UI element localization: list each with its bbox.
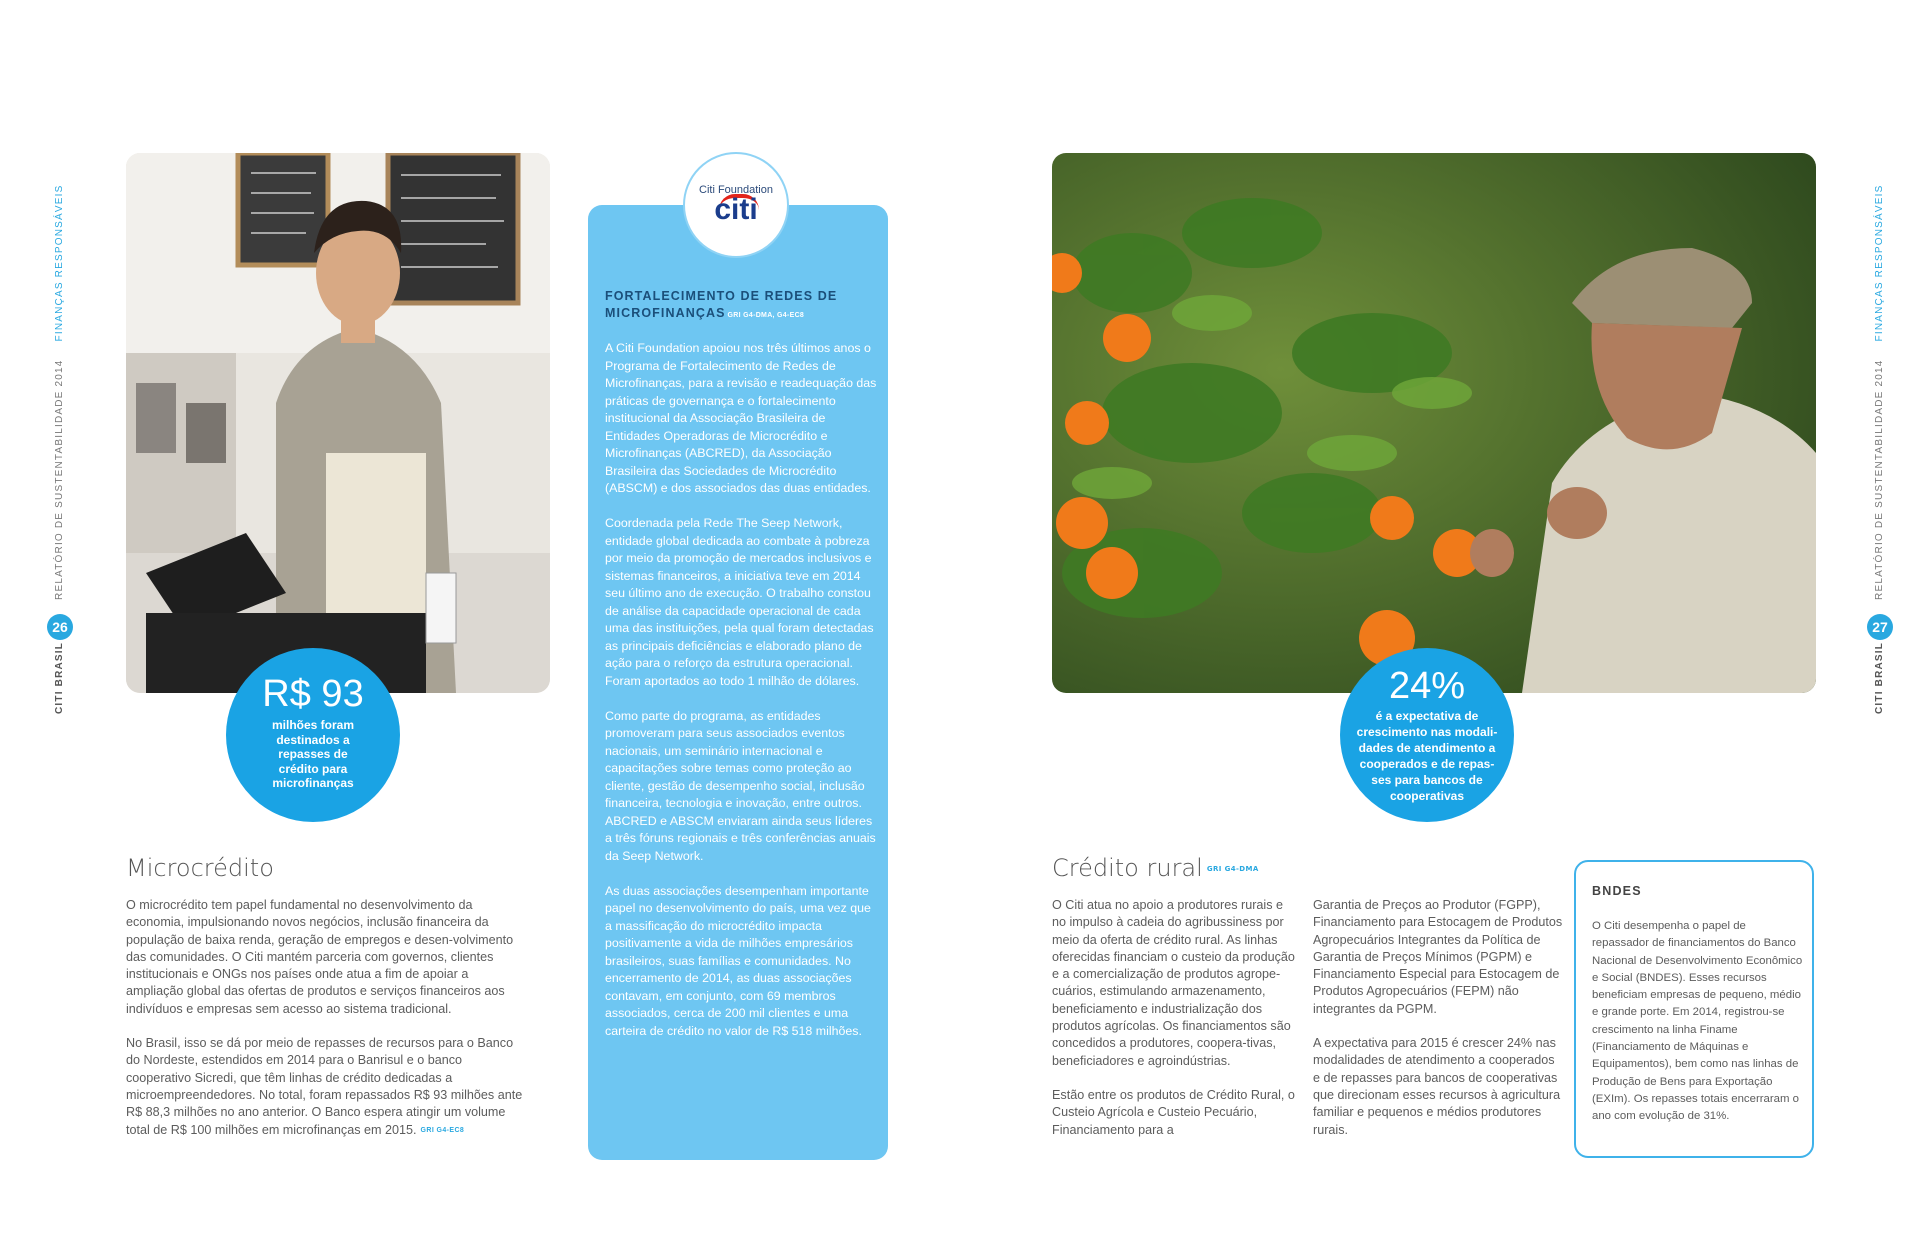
gri-tag: GRI G4-DMA xyxy=(1206,865,1259,873)
paragraph: As duas associações desempenham importante papel no desenvolvimento do país, uma vez que a massificação do microcrédito impacta positivamente a vida de milhões empresários brasileiros, suas famílias e comunidades. No encerramento de 2014, as duas associações contavam, em conjunto, com 69 membros associados, cerca de 200 mil clientes e uma carteira de crédito no valor de R$ 518 milhões. xyxy=(605,883,871,1038)
gri-tag: GRI G4-EC8 xyxy=(420,1126,465,1134)
paragraph: Garantia de Preços ao Produtor (FGPP), Financiamento para Estocagem de Produtos Agropecuários Integrantes da Política de Garantia de Preços Mínimos (PGPM) e Financiamento Especial para Estocagem de Produtos Agropecuários (FEPM) não integrantes da PGPM. xyxy=(1313,898,1563,1016)
box-title-text: FORTALECIMENTO DE REDES DE MICROFINANÇAS xyxy=(605,289,838,320)
stat-caption: milhões foram destinados a repasses de crédito para microfinanças xyxy=(271,718,355,790)
section-heading-credito-rural xyxy=(1052,854,1259,882)
logo-citi-word: citi xyxy=(714,193,758,226)
paragraph: Como parte do programa, as entidades promoveram para seus associados eventos nacionais, um seminário internacional e capacitações sobre temas como proteção ao cliente, gestão de desempenho social, inclusão financeira, tecnologia e inovação, entre outros. ABCRED e ABSCM enviaram ainda seus líderes a três fóruns regionais e três conferências anuais da Seep Network. xyxy=(605,708,876,863)
paragraph: Estão entre os produtos de Crédito Rural, o Custeio Agrícola e Custeio Pecuário, Financiamento para a xyxy=(1052,1087,1295,1137)
orange-farmer-photo xyxy=(1052,153,1816,693)
paragraph: A expectativa para 2015 é crescer 24% nas modalidades de atendimento a cooperados e de repasses para bancos de cooperativas que direcionam esses recursos à agricultura familiar e pequenos e médios produtores rurais. xyxy=(1313,1036,1561,1137)
stat-caption: é a expectativa de crescimento nas modali-dades de atendimento a cooperados e de repas-ses para bancos de cooperativas xyxy=(1356,709,1498,803)
running-head-brand: CITI BRASIL xyxy=(1874,641,1885,714)
stat-circle-growth xyxy=(1340,648,1514,822)
logo-foundation-text: Citi Foundation xyxy=(699,184,773,196)
gri-tag: GRI G4-DMA, G4-EC8 xyxy=(727,312,805,319)
shopkeeper-photo xyxy=(126,153,550,693)
running-head-report: RELATÓRIO DE SUSTENTABILIDADE 2014 xyxy=(1874,359,1885,600)
paragraph: No Brasil, isso se dá por meio de repasses de recursos para o Banco do Nordeste, estendidos em 2014 para o Banrisul e o banco cooperativo Sicredi, que têm linhas de crédito dedicadas a microempreendedores. No total, foram repassados R$ 93 milhões ante R$ 88,3 milhões no ano anterior. O Banco espera atingir um volume total de R$ 100 milhões em microfinanças em 2015. xyxy=(126,1036,523,1137)
citi-foundation-logo xyxy=(683,152,789,258)
citi-foundation-box xyxy=(588,205,888,1160)
paragraph: O Citi atua no apoio a produtores rurais e no impulso à cadeia do agribussiness por meio da oferta de crédito rural. As linhas oferecidas financiam o custeio da produção e a comercialização de produtos agrope-cuários, estimulando armazenamento, beneficiamento e industrialização dos produtos agrícolas. Os financiamentos são concedidos a produtores, coopera-tivas, beneficiadores e agroindústrias. xyxy=(1052,898,1295,1068)
bndes-title: BNDES xyxy=(1592,884,1642,898)
credito-rural-col2 xyxy=(1313,897,1563,1156)
bndes-text: O Citi desempenha o papel de repassador de financiamentos do Banco Nacional de Desenvolvimento Econômico e Social (BNDES). Esses recursos beneficiam empresas de pequeno, médio e grande porte. Em 2014, registrou-se crescimento na linha Finame (Financiamento de Máquinas e Equipamentos), bem como nas linhas de Produção de Bens para Exportação (EXIm). Os repasses totais encerraram o ano com evolução de 31%. xyxy=(1592,920,1803,1123)
paragraph: O microcrédito tem papel fundamental no desenvolvimento da economia, impulsionando novos negócios, inclusão financeira da população de baixa renda, geração de empregos e desen-volvimento das comunidades. O Citi mantém parceria com governos, clientes institucionais e ONGs nos países onde atua a fim de apoiar a ampliação global das ofertas de produtos e serviços financeiros aos indivíduos e empresas sem acesso ao sistema tradicional. xyxy=(126,898,514,1016)
running-head-section: FINANÇAS RESPONSÁVEIS xyxy=(1874,184,1885,342)
paragraph: Coordenada pela Rede The Seep Network, entidade global dedicada ao combate à pobreza por meio da promoção de mercados inclusivos e sistemas financeiros, a iniciativa teve em 2014 seu último ano de execução. O trabalho constou de análise da capacidade operacional de cada uma das instituições, pela qual foram detectadas as principais deficiências e elaborado plano de ação para o reforço da estrutura operacional. Foram aportados ao todo 1 milhão de dólares. xyxy=(605,516,874,688)
bndes-box xyxy=(1574,860,1814,1158)
credito-rural-col1 xyxy=(1052,897,1297,1156)
box-body xyxy=(605,340,880,1058)
paragraph: A Citi Foundation apoiou nos três últimos anos o Programa de Fortalecimento de Redes de Microfinanças, para a revisão e readequação das práticas de governança e o fortalecimento institucional da Associação Brasileira de Entidades Operadoras de Microcrédito e Microfinanças (ABCRED), da Associação Brasileira das Sociedades de Microcrédito (ABSCM) e dos associados das duas entidades. xyxy=(605,341,877,495)
box-title xyxy=(605,288,875,324)
running-head-brand: CITI BRASIL xyxy=(54,641,65,714)
stat-circle-microfinance xyxy=(226,648,400,822)
heading-text: Crédito rural xyxy=(1052,854,1203,882)
running-head-report: RELATÓRIO DE SUSTENTABILIDADE 2014 xyxy=(54,359,65,600)
page-number-right: 27 xyxy=(1867,614,1893,640)
stat-value: 24% xyxy=(1388,665,1466,707)
running-head-section: FINANÇAS RESPONSÁVEIS xyxy=(54,184,65,342)
page-number-left: 26 xyxy=(47,614,73,640)
stat-value: R$ 93 xyxy=(262,673,364,715)
section-heading-microcredito: Microcrédito xyxy=(126,854,274,882)
microcredito-body xyxy=(126,897,528,1139)
